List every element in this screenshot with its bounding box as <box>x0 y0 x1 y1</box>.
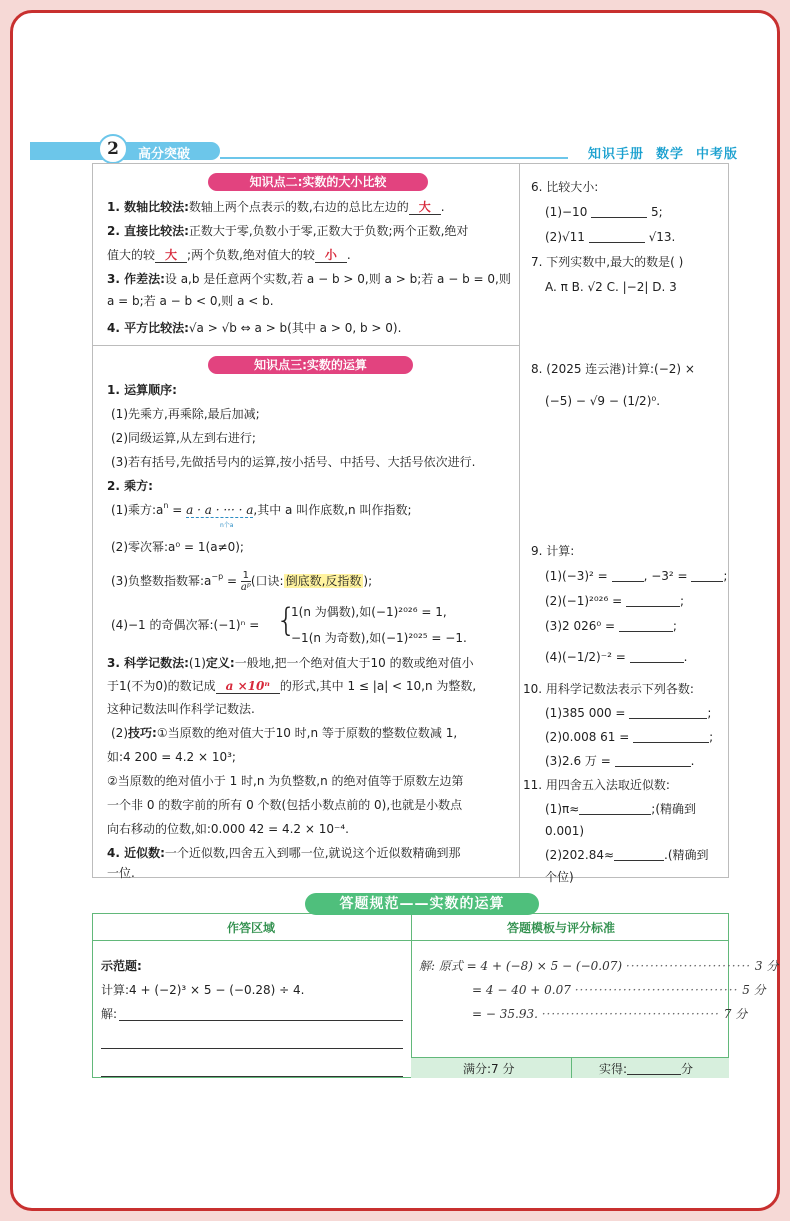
step3: = − 35.93. ····································· 7 分 <box>472 1007 748 1021</box>
kp2-title: 知识点二:实数的大小比较 <box>208 173 428 191</box>
kp3-sci-def3: 这种记数法叫作科学记数法. <box>107 702 255 716</box>
book-edition: 中考版 <box>695 147 738 162</box>
actual-score: 实得: 分 <box>599 1062 694 1076</box>
answer-line[interactable] <box>101 1076 403 1077</box>
kp3-order3: (3)若有括号,先做括号内的运算,按小括号、中括号、大括号依次进行. <box>111 455 476 469</box>
kp3-tip2: ②当原数的绝对值小于 1 时,n 为负整数,n 的绝对值等于原数左边第 <box>107 774 464 788</box>
kp3-order2: (2)同级运算,从左到右进行; <box>111 431 256 445</box>
kp2-item2-cont: 值大的较 大 ;两个负数,绝对值大的较 小 . <box>107 248 351 262</box>
q6-2: (2)√11 √13. <box>545 230 676 244</box>
score-input[interactable] <box>627 1063 681 1075</box>
kp3-power4-case1: 1(n 为偶数),如(−1)²⁰²⁶ = 1, <box>291 605 447 619</box>
kp3-sci-def: 3. 科学记数法:(1)定义:一般地,把一个绝对值大于10 的数或绝对值小 <box>107 656 474 670</box>
page-header <box>30 130 740 165</box>
answer-area-head: 作答区域 <box>227 921 276 935</box>
mnemonic-highlight: 倒底数,反指数 <box>285 574 362 588</box>
step2: = 4 − 40 + 0.07 ·································· 5 分 <box>472 983 766 997</box>
kp3-power-label: 2. 乘方: <box>107 479 153 493</box>
kp3-power1: (1)乘方$:a^n = a \cdot a$ · ··· · a,其中 a 叫作底数,n 叫作指数; <box>111 501 412 517</box>
q7: 7. 下列实数中,最大的数是( ) <box>531 255 684 269</box>
header-line <box>220 157 568 159</box>
kp3-tip1-example: 如:4 200 = 4.2 × 10³; <box>107 750 236 764</box>
q10: 10. 用科学记数法表示下列各数: <box>523 682 694 696</box>
kp3-order-label: 1. 运算顺序: <box>107 383 177 397</box>
kp3-title: 知识点三:实数的运算 <box>208 356 413 374</box>
kp3-approx: 4. 近似数:一个近似数,四舍五入到哪一位,就说这个近似数精确到那 <box>107 846 461 860</box>
book-info <box>576 143 738 162</box>
q9-4: (4)(−1/2)⁻² = . <box>545 650 688 664</box>
page-number: 2 <box>98 134 128 164</box>
q11: 11. 用四舍五入法取近似数: <box>523 778 670 792</box>
q9: 9. 计算: <box>531 544 575 558</box>
full-score: 满分:7 分 <box>463 1062 515 1076</box>
q9-1: (1)(−3)² = , −3² = ; <box>545 569 728 583</box>
kp3-approx-b: 一位. <box>107 866 135 880</box>
q10-2: (2)0.008 61 = ; <box>545 730 714 744</box>
q11-2-cont: 个位) <box>545 870 574 884</box>
q9-3: (3)2 026⁰ = ; <box>545 619 677 633</box>
kp3-power4-case2: −1(n 为奇数),如(−1)²⁰²⁵ = −1. <box>291 631 467 645</box>
step1: 解: 原式 = 4 + (−8) × 5 − (−0.07) ·························· 3 分 <box>419 959 779 973</box>
answer-fill: 大 <box>409 200 441 215</box>
kp2-item4: 4. 平方比较法:√a > √b ⇔ a > b(其中 a > 0, b > 0). <box>107 321 402 335</box>
q6-1: (1)−10 5; <box>545 205 663 219</box>
kp2-item3-cont: a = b;若 a − b < 0,则 a < b. <box>107 294 274 308</box>
q9-2: (2)(−1)²⁰²⁶ = ; <box>545 594 685 608</box>
answer-line[interactable] <box>119 1020 403 1021</box>
q7-options: A. π B. √2 C. |−2| D. 3 <box>545 280 677 294</box>
kp3-tip1: (2)技巧:①当原数的绝对值大于10 时,n 等于原数的整数位数减 1, <box>111 726 458 740</box>
answer-line[interactable] <box>101 1048 403 1049</box>
kp2-item2: 2. 直接比较法:正数大于零,负数小于零,正数大于负数;两个正数,绝对 <box>107 224 469 238</box>
kp2-item1: 1. 数轴比较法:数轴上两个点表示的数,右边的总比左边的 大 . <box>107 200 445 214</box>
kp3-tip2-c: 向右移动的位数,如:0.000 42 = 4.2 × 10⁻⁴. <box>107 822 349 836</box>
kp3-tip2-b: 一个非 0 的数字前的所有 0 个数(包括小数点前的 0),也就是小数点 <box>107 798 463 812</box>
answer-spec-banner: 答题规范——实数的运算 <box>305 893 539 915</box>
answer-spec-box <box>92 913 779 1078</box>
q8-cont: (−5) − √9 − (1/2)⁰. <box>545 394 661 408</box>
knowledge-table <box>92 163 729 884</box>
section-title: 高分突破 <box>138 147 191 162</box>
kp3-power3: (3)负整数指数幂$:a^{-p}$ = $\frac{1}{\text{aᵖ}}$ (口诀: 倒底数,反指数 ); <box>111 570 373 593</box>
answer-fill: a ×10ⁿ <box>216 679 280 694</box>
answer-fill: 大 <box>155 248 187 263</box>
kp3-power2: (2)零次幂:a⁰ = 1(a≠0); <box>111 540 244 554</box>
q11-2: (2)202.84≈ .(精确到 <box>545 848 709 862</box>
example-question: 计算:4 + (−2)³ × 5 − (−0.28) ÷ 4. <box>101 983 305 997</box>
q10-1: (1)385 000 = ; <box>545 706 712 720</box>
n-a-label: n个a <box>220 522 234 529</box>
answer-fill: 小 <box>315 248 347 263</box>
book-subject: 数学 <box>655 147 684 162</box>
book-name: 知识手册 <box>587 147 644 162</box>
q8: 8. (2025 连云港)计算:(−2) × <box>531 362 695 376</box>
example-label: 示范题: <box>101 959 142 973</box>
kp3-power4: (4)−1 的奇偶次幂:(−1)ⁿ = <box>111 618 260 632</box>
kp2-item3: 3. 作差法:设 a,b 是任意两个实数,若 a − b > 0,则 a > b;若 a − b = 0,则 <box>107 272 511 286</box>
q6: 6. 比较大小: <box>531 180 599 194</box>
q11-1: (1)π≈ ;(精确到 <box>545 802 697 816</box>
kp3-sci-def2: 于1(不为0)的数记成 a ×10ⁿ 的形式,其中 1 ≤ |a| < 10,n 为整数, <box>107 679 477 693</box>
brace-icon: { <box>276 601 297 639</box>
solve-label: 解: <box>101 1007 118 1021</box>
kp3-order1: (1)先乘方,再乘除,最后加减; <box>111 407 260 421</box>
score-bar <box>411 1057 729 1078</box>
q10-3: (3)2.6 万 = . <box>545 754 695 768</box>
template-head: 答题模板与评分标准 <box>507 921 616 935</box>
q11-1-cont: 0.001) <box>545 824 585 838</box>
